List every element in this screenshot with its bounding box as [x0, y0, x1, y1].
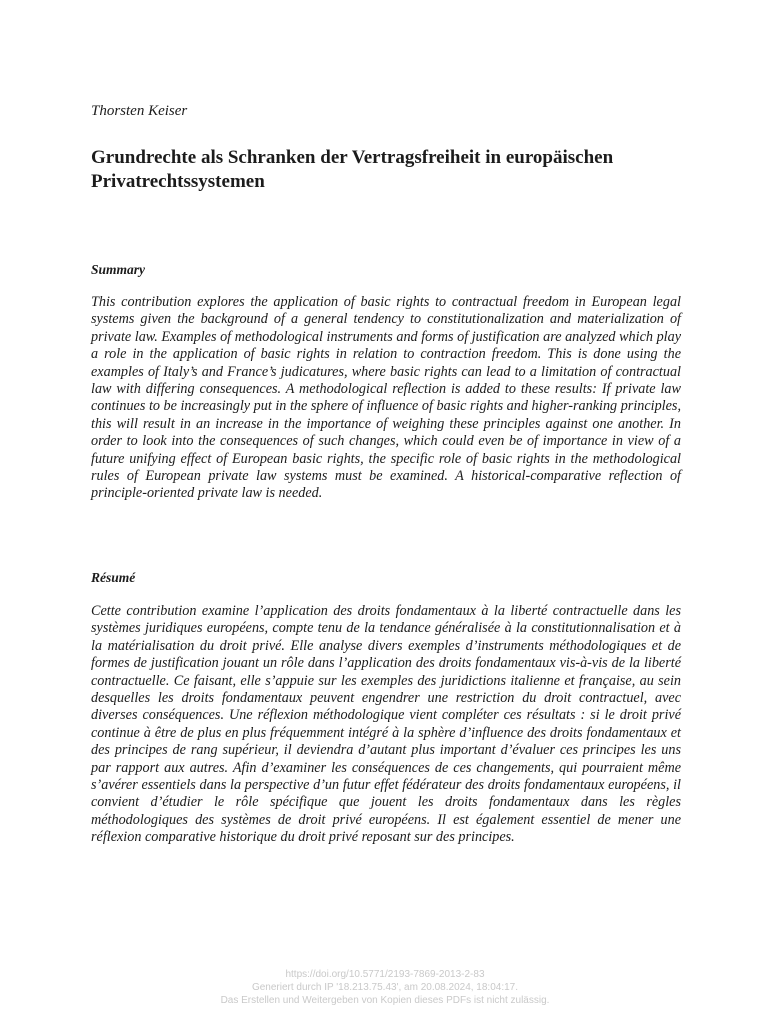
- resume-heading: Résumé: [91, 570, 136, 585]
- copy-notice: Das Erstellen und Weitergeben von Kopien dieses PDFs ist nicht zulässig.: [220, 995, 550, 1006]
- summary-heading: Summary: [91, 262, 146, 277]
- summary-text: This contribution explores the application of basic rights to contractual freedom in European legal systems given the background of a general tendency to constitutionalization and materialization of private law. Examples of methodological instruments and forms of justification are analyzed which play a role in the application of basic rights in relation to contraction freedom. This is done using the examples of Italy’s and France’s judicatures, where basic rights can lead to a limitation of contractual law with differing consequences. A methodological reflection is added to these results: If private law continues to be increasingly put in the sphere of influence of basic rights and higher-ranking principles, this will result in an increase in the importance of weighing these principles against one another. In order to look into the consequences of such changes, which could even be of importance in view of a future unifying effect of European basic rights, the specific role of basic rights in the methodological rules of European private law systems must be examined. A historical-comparative reflection of principle-oriented private law is needed.: [91, 294, 681, 502]
- resume-text: Cette contribution examine l’application des droits fondamentaux à la liberté contractuelle dans les systèmes juridiques européens, compte tenu de la tendance généralisée à la constitutionnalisation et à la matérialisation du droit privé. Elle analyse divers exemples d’instruments méthodologiques et de formes de justification jouant un rôle dans l’application des droits fondamentaux vis-à-vis de la liberté contractuelle. Ce faisant, elle s’appuie sur les exemples des juridictions italienne et française, au sein desquelles les droits fondamentaux peuvent engendrer une restriction du droit contractuel, avec diverses conséquences. Une réflexion méthodologique vient compléter ces résultats : si le droit privé continue à être de plus en plus fréquemment intégré à la sphère d’influence des droits fondamentaux et des principes de rang supérieur, il deviendra d’autant plus important d’évaluer ces principes les uns par rapport aux autres. Afin d’examiner les conséquences de ces changements, qui pourraient même s’avérer essentiels dans la perspective d’un futur effet fédérateur des droits fondamentaux européens, il convient d’étudier le rôle spécifique que jouent les droits fondamentaux dans les règles méthodologiques des systèmes de droit privé européens. Il est également essentiel de mener une réflexion comparative historique du droit privé reposant sur des principes.: [91, 603, 681, 846]
- article-title: Grundrechte als Schranken der Vertragsfreiheit in europäischen Privatrechtssystemen: [91, 147, 614, 192]
- generated-info: Generiert durch IP '18.213.75.43', am 20.08.2024, 18:04:17.: [251, 982, 519, 993]
- document-page: [91, 0, 681, 1024]
- download-watermark: [0, 968, 770, 1007]
- doi-link[interactable]: https://doi.org/10.5771/2193-7869-2013-2-83: [285, 969, 485, 980]
- author-name: Thorsten Keiser: [91, 103, 188, 119]
